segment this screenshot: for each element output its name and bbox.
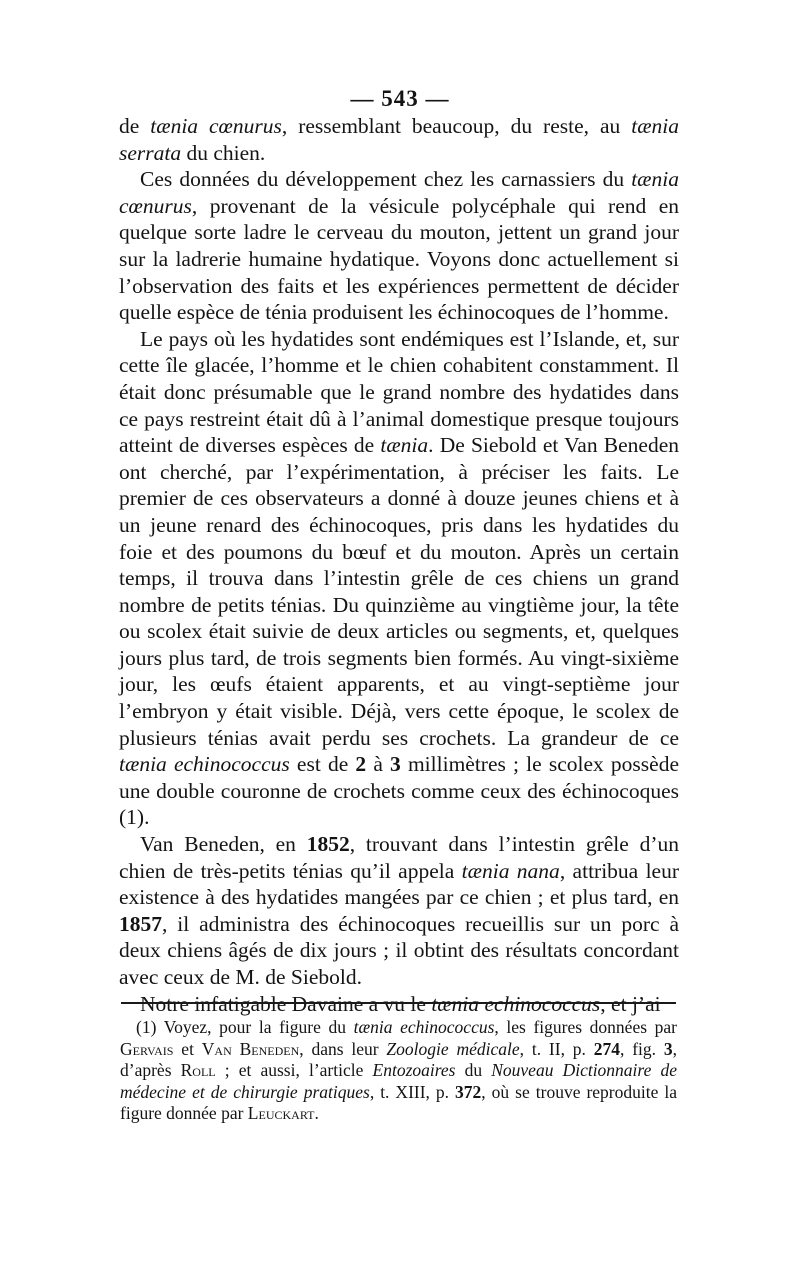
italic-run: tænia nana [461,858,560,883]
italic-run: tænia serrata [119,114,680,165]
text-run: et [173,1038,202,1059]
small-caps-run: Van Beneden [201,1038,300,1059]
italic-run: Entozoaires [372,1060,456,1080]
bold-run: 274 [593,1038,620,1059]
text-run: Notre infatigable Davaine a vu le [140,991,432,1016]
text-run: , où se trouve reproduite la figure donnée par [120,1081,677,1123]
text-run: , t. II, p. [519,1038,594,1059]
text-run: millimètres ; le scolex possède une double couronne de crochets comme ceux des échinocoques (1). [119,752,680,830]
paragraph [119,113,679,166]
bold-run: 372 [455,1081,482,1102]
text-run: . De Siebold et Van Beneden ont cherché, par l’expérimentation, à préciser les faits. Le premier de ces observateurs a donné à douze jeunes chiens et à un jeune renard des échinocoques, pris dans les hydatides du foie et des poumons du bœuf et du mouton. Après un certain temps, il trouva dans l’intestin grêle de ces chiens un grand nombre de petits ténias. Du quinzième au vingtième jour, la tête ou scolex était suivie de deux articles ou segments, et, quelques jours plus tard, de trois segments bien formés. Au vingt-sixième jour, les œufs étaient apparents, et au vingt-septième jour l’embryon y était visible. Déjà, vers cette époque, le scolex de plusieurs ténias avait perdu ses crochets. La grandeur de ce [119,433,679,750]
paragraph [119,831,679,991]
small-caps-run: Gervais [120,1038,174,1059]
text-run: (1) Voyez, pour la figure du [136,1017,354,1037]
text-run: , t. XIII, p. [369,1081,456,1102]
text-run: , ressemblant beaucoup, du reste, au [281,114,632,138]
italic-run: Zoologie médicale [386,1038,520,1059]
text-run: , les figures données par [494,1017,678,1037]
text-run: ; et aussi, l’article [215,1060,373,1080]
text-run: , trouvant dans l’intestin grêle d’un chien de très-petits ténias qu’il appela [119,832,679,883]
italic-run: tænia cœnurus [119,167,679,218]
paragraph [119,326,679,831]
text-run: est de [289,752,356,777]
text-run: , et j’ai [600,991,661,1016]
paragraph [119,166,679,326]
bold-run: 1857 [119,911,162,936]
main-text [119,113,679,1017]
text-run: à [366,752,391,777]
text-run: Le pays où les hydatides sont endémiques est l’Islande, et, sur cette île glacée, l’homme et le chien cohabitent constamment. Il était donc présumable que le grand nombre des hydatides dans ce pays restreint était dû à l’animal domestique presque toujours atteint de diverses espèces de [119,326,679,458]
text-run: . [314,1103,319,1123]
italic-run: tænia [380,433,429,458]
italic-run: tænia echinococcus [431,991,601,1016]
text-run: , provenant de la vésicule polycéphale qui rend en quelque sorte ladre le cerveau du mouton, jettent un grand jour sur la ladrerie humaine hydatique. Voyons donc actuellement si l’observation des faits et les expériences permettent de décider quelle espèce de ténia produisent les échinocoques de l’homme. [119,193,679,325]
italic-run: Nouveau Dictionnaire de médecine et de chirurgie pratiques [120,1060,677,1102]
text-run: du [455,1060,492,1080]
text-run: de [119,114,151,138]
bold-run: 3 [390,752,401,777]
text-run: , il administra des échinocoques recueillis sur un porc à deux chiens âgés de dix jours ; il obtint des résultats concordant avec ceux de M. de Siebold. [119,911,679,989]
italic-run: tænia echinococcus [119,752,290,777]
text-run: Ces données du développement chez les carnassiers du [140,167,632,192]
italic-run: tænia echinococcus [353,1017,495,1037]
text-run: , dans leur [299,1038,387,1059]
small-caps-run: Roll [180,1060,216,1080]
bold-run: 1852 [306,832,350,857]
text-run: , d’après [120,1038,677,1080]
bold-run: 2 [355,752,367,777]
text-run: du chien. [181,140,266,165]
footnote [120,1017,677,1125]
small-caps-run: Leuckart [247,1103,315,1123]
footnote-divider [121,1002,676,1004]
text-run: , attribua leur existence à des hydatides mangées par ce chien ; et plus tard, en [119,858,679,910]
page-number: — 543 — [350,86,450,111]
bold-run: 3 [663,1038,673,1059]
text-run: Van Beneden, en [140,832,307,857]
text-run: , fig. [620,1038,664,1059]
italic-run: tænia cœnurus [150,114,282,138]
